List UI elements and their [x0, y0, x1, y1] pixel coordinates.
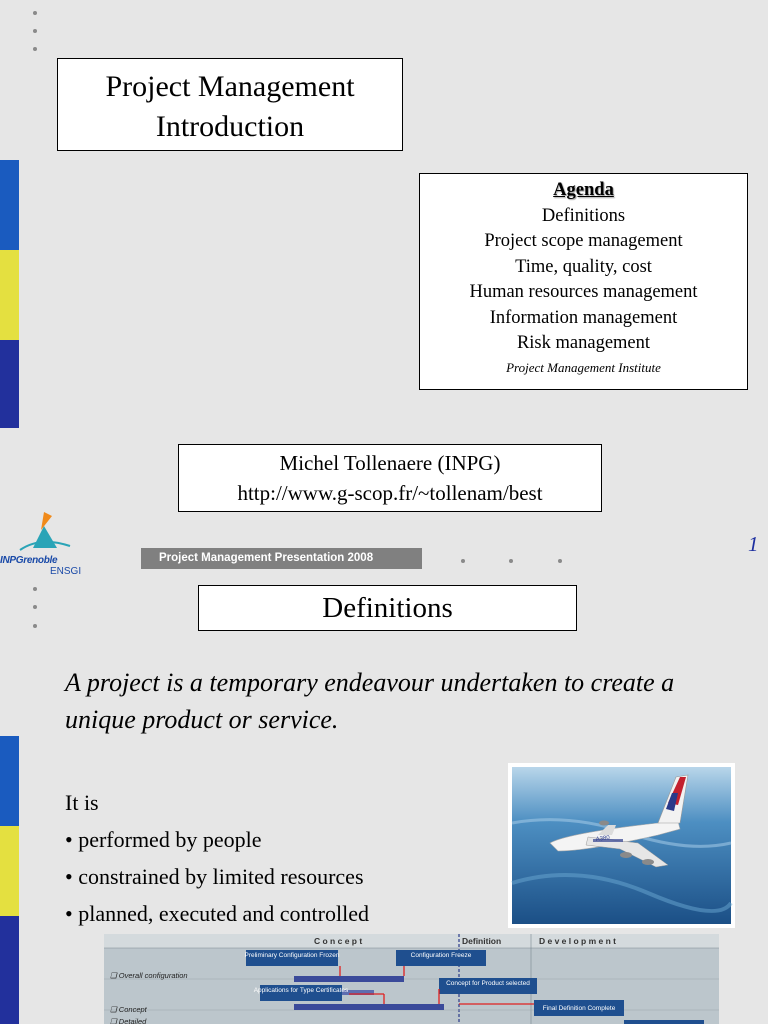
bullet-dot-5 — [33, 605, 37, 609]
sidebar-stripe-navy — [0, 340, 19, 428]
bullet-dot-4 — [33, 587, 37, 591]
definitions-title: Definitions — [322, 592, 453, 624]
sidebar-stripe-blue-2 — [0, 736, 19, 826]
intro-text: It is — [65, 790, 99, 815]
inpg-logo — [0, 506, 90, 577]
milestone-preliminary-configuration: Preliminary Configuration Frozen — [244, 952, 340, 959]
footer-bar: Project Management Presentation 2008 — [141, 548, 422, 569]
phase-concept: C o n c e p t — [314, 936, 363, 946]
bullet-dot-1 — [33, 11, 37, 15]
agenda-item: Human resources management — [469, 282, 698, 302]
inpg-logo-mark-icon — [0, 506, 90, 552]
row-detailed: ❑ Detailed — [110, 1017, 147, 1024]
author-box — [178, 444, 602, 512]
agenda-item: Risk management — [516, 333, 651, 353]
author-url: http://www.g-scop.fr/~tollenam/best — [237, 481, 543, 505]
agenda-item: Information management — [489, 307, 678, 328]
sidebar-stripe-navy-2 — [0, 916, 19, 1024]
milestone-configuration-freeze: Configuration Freeze — [410, 952, 472, 959]
agenda-item: Time, quality, cost — [515, 256, 652, 277]
slide-title-box — [57, 58, 403, 151]
project-phase-chart — [104, 934, 719, 1024]
sidebar-stripe-yellow-2 — [0, 826, 19, 916]
bullet-item: • constrained by limited resources — [65, 864, 364, 889]
bullet-item: • planned, executed and controlled — [65, 901, 369, 926]
aircraft-image — [508, 763, 735, 928]
sidebar-stripe-blue — [0, 160, 19, 250]
footer-dot-2 — [509, 559, 513, 563]
agenda-box — [419, 173, 748, 390]
agenda-source: Project Management Institute — [506, 359, 661, 375]
agenda-item: Project scope management — [484, 231, 683, 251]
slide-title-line1: Project Management — [105, 70, 355, 103]
logo-text-inpg: INPGrenoble — [0, 555, 58, 566]
row-concept: ❑ Concept — [110, 1005, 147, 1014]
agenda-item: Definitions — [541, 205, 626, 226]
page-number: 1 — [748, 532, 759, 556]
aircraft-photo — [508, 763, 735, 928]
footer-dot-1 — [461, 559, 465, 563]
aircraft-livery-text: A380 — [595, 835, 611, 843]
logo-text-ensgi: ENSGI — [50, 566, 82, 577]
bullet-dot-3 — [33, 47, 37, 51]
phase-development: D e v e l o p m e n t — [539, 936, 616, 946]
project-characteristics — [65, 784, 369, 932]
milestone-type-certificates: Applications for Type Certificates — [253, 987, 349, 994]
milestone-final-definition: Final Definition Complete — [542, 1005, 616, 1012]
author-name: Michel Tollenaere (INPG) — [279, 451, 501, 475]
bullet-dot-2 — [33, 29, 37, 33]
footer-dot-3 — [558, 559, 562, 563]
milestone-concept-selected: Concept for Product selected — [446, 980, 530, 987]
bullet-item: • performed by people — [65, 827, 262, 852]
slide-title-line2: Introduction — [155, 110, 305, 143]
phase-definition: Definition — [462, 936, 502, 946]
sidebar-stripe-yellow — [0, 250, 19, 340]
phase-chart-svg — [104, 934, 719, 1024]
project-definition: A project is a temporary endeavour undertaken to create a unique product or service. — [65, 668, 675, 734]
definitions-title-box — [198, 585, 577, 631]
row-overall-configuration: ❑ Overall configuration — [110, 971, 188, 980]
agenda-heading: Agenda — [553, 180, 614, 200]
bullet-dot-6 — [33, 624, 37, 628]
